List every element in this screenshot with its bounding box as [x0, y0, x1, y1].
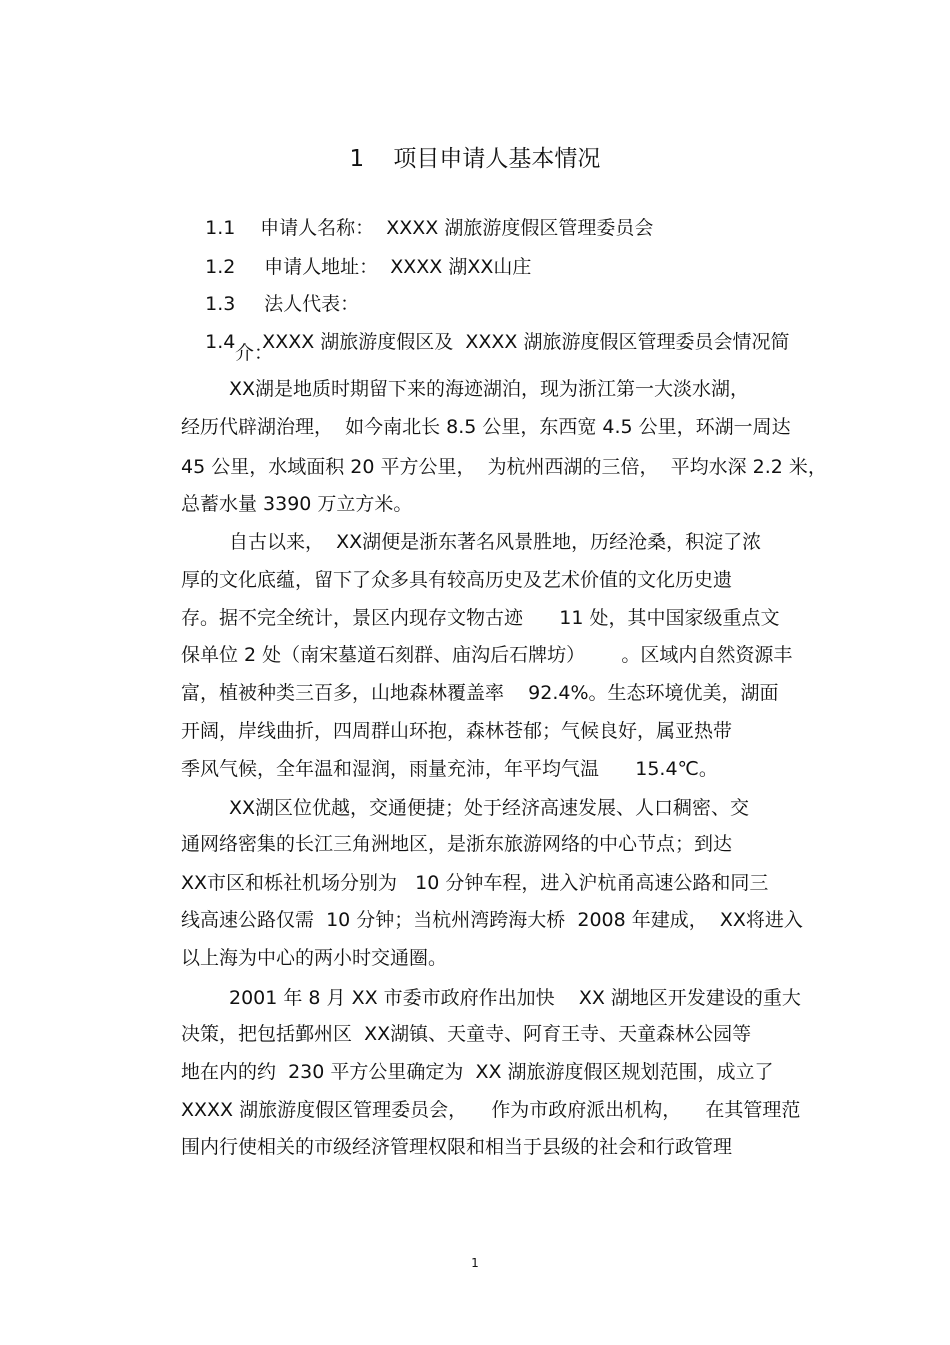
paragraph-4-line: 决策，把包括鄞州区 XX湖镇、天童寺、阿育王寺、天童森林公园等: [181, 1023, 752, 1045]
paragraph-4-line: 围内行使相关的市级经济管理权限和相当于县级的社会和行政管理: [181, 1136, 733, 1158]
paragraph-3-line: XX市区和栎社机场分别为 10 分钟车程，进入沪杭甬高速公路和同三: [181, 872, 769, 894]
paragraph-1-line: XX湖是地质时期留下来的海迹湖泊，现为浙江第一大淡水湖，: [229, 378, 750, 400]
paragraph-3-line: 以上海为中心的两小时交通圈。: [181, 947, 448, 969]
item-1-1: [181, 189, 654, 239]
item-1-4: [181, 303, 790, 353]
paragraph-2-line: 自古以来， XX湖便是浙东著名风景胜地，历经沧桑，积淀了浓: [229, 531, 762, 553]
paragraph-3-line: XX湖区位优越，交通便捷；处于经济高速发展、人口稠密、交: [229, 797, 750, 819]
paragraph-3-line: 通网络密集的长江三角洲地区，是浙东旅游网络的中心节点；到达: [181, 833, 733, 855]
paragraph-2-line: 厚的文化底蕴，留下了众多具有较高历史及艺术价值的文化历史遗: [181, 569, 733, 591]
page-number: 1: [471, 1256, 479, 1270]
paragraph-1-line: 总蓄水量 3390 万立方米。: [181, 493, 413, 515]
item-number: 1.3: [205, 293, 236, 315]
item-text: 法人代表：: [264, 293, 360, 315]
paragraph-2-line: 开阔，岸线曲折，四周群山环抱，森林苍郁；气候良好，属亚热带: [181, 720, 733, 742]
item-1-2: [181, 228, 532, 278]
paragraph-1-line: 经历代辟湖治理， 如今南北长 8.5 公里，东西宽 4.5 公里，环湖一周达: [181, 416, 791, 438]
item-1-4-continued: 介：: [235, 342, 274, 364]
paragraph-2-line: 季风气候，全年温和湿润，雨量充沛，年平均气温 15.4℃。: [181, 758, 718, 780]
paragraph-3-line: 线高速公路仅需 10 分钟；当杭州湾跨海大桥 2008 年建成， XX将进入: [181, 909, 803, 931]
item-number: 1.1: [205, 217, 236, 239]
paragraph-2-line: 存。据不完全统计，景区内现存文物古迹 11 处，其中国家级重点文: [181, 607, 780, 629]
paragraph-4-line: 2001 年 8 月 XX 市委市政府作出加快 XX 湖地区开发建设的重大: [229, 987, 801, 1009]
item-text: 申请人名称： XXXX 湖旅游度假区管理委员会: [260, 217, 654, 239]
paragraph-2-line: 保单位 2 处（南宋墓道石刻群、庙沟后石牌坊） 。区域内自然资源丰: [181, 644, 793, 666]
paragraph-4-line: XXXX 湖旅游度假区管理委员会， 作为市政府派出机构， 在其管理范: [181, 1099, 801, 1121]
item-number: 1.2: [205, 256, 236, 278]
item-1-3: [181, 265, 360, 315]
item-text: 申请人地址： XXXX 湖XX山庄: [264, 256, 532, 278]
section-heading: 1 项目申请人基本情况: [349, 146, 601, 172]
paragraph-2-line: 富，植被种类三百多，山地森林覆盖率 92.4%。生态环境优美，湖面: [181, 682, 779, 704]
paragraph-4-line: 地在内的约 230 平方公里确定为 XX 湖旅游度假区规划范围，成立了: [181, 1061, 774, 1083]
item-text: XXXX 湖旅游度假区及 XXXX 湖旅游度假区管理委员会情况简: [262, 331, 790, 353]
paragraph-1-line: 45 公里，水域面积 20 平方公里， 为杭州西湖的三倍， 平均水深 2.2 米，: [181, 456, 827, 478]
item-number: 1.4: [205, 331, 236, 353]
